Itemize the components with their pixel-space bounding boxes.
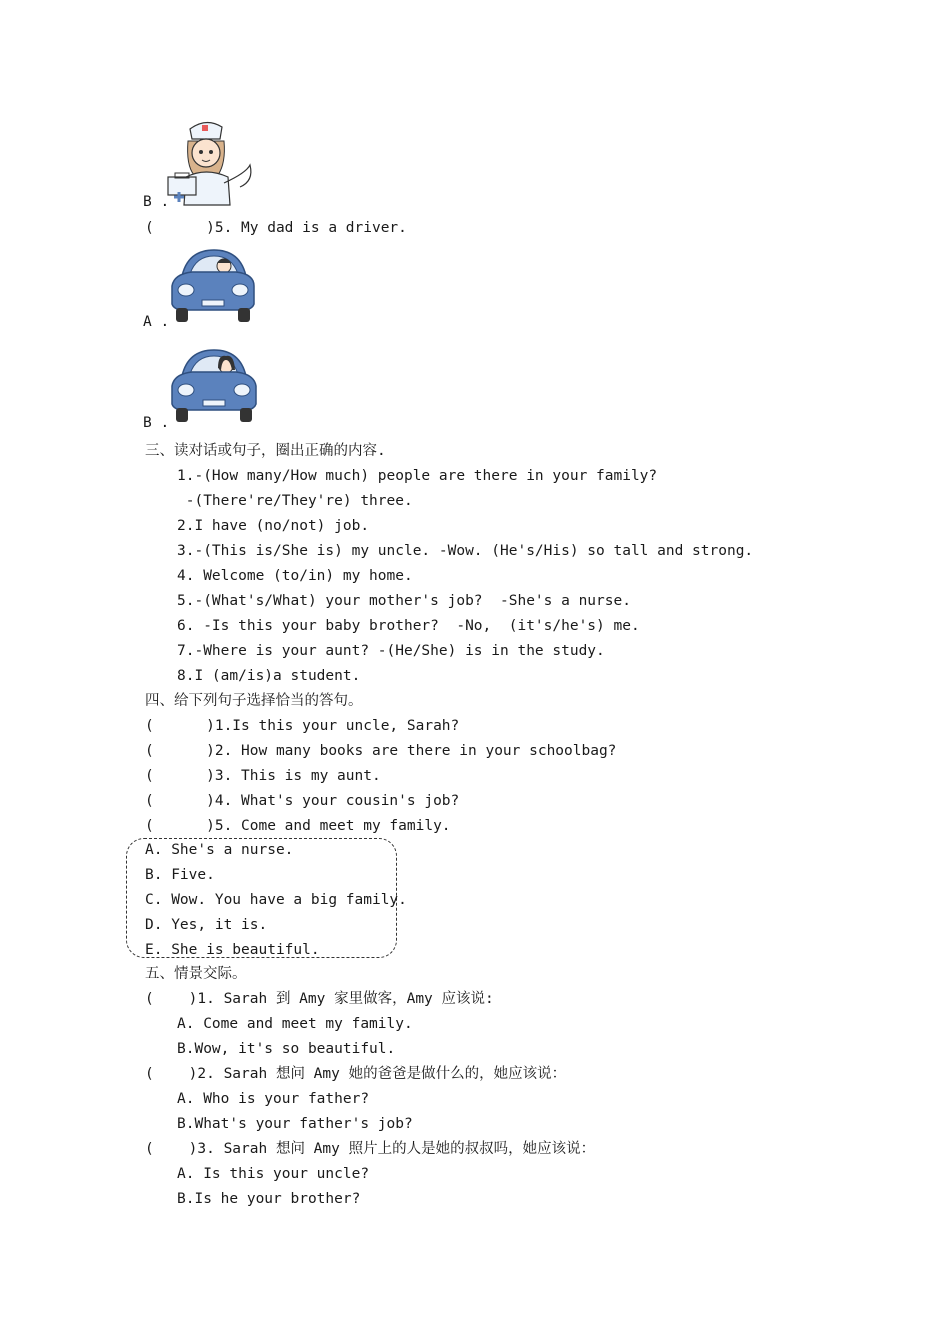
section-5-question: ( )3. Sarah 想问 Amy 照片上的人是她的叔叔吗，她应该说： (145, 1141, 596, 1157)
option-b-label: B . (143, 194, 170, 210)
section-5-title: 五、情景交际。 (145, 966, 247, 982)
section-5-question: ( )1. Sarah 到 Amy 家里做客，Amy 应该说: (145, 991, 494, 1007)
section-3-line: 3.-(This is/She is) my uncle. -Wow. (He's/His) so tall and strong. (177, 543, 754, 559)
answer-option: E. She is beautiful. (145, 942, 320, 958)
section-3-title: 三、读对话或句子，圈出正确的内容. (145, 443, 386, 459)
section-5-option-b: B.Is he your brother? (177, 1191, 361, 1207)
section-3-line: 2.I have (no/not) job. (177, 518, 370, 534)
section-3-line: 6. -Is this your baby brother? -No, (it's/he's) me. (177, 618, 640, 634)
section-3-line: 5.-(What's/What) your mother's job? -She's a nurse. (177, 593, 631, 609)
section-5-question: ( )2. Sarah 想问 Amy 她的爸爸是做什么的，她应该说： (145, 1066, 567, 1082)
section-3-line: 7.-Where is your aunt? -(He/She) is in the study. (177, 643, 605, 659)
section-5-option-a: A. Come and meet my family. (177, 1016, 413, 1032)
section-5-option-b: B.Wow, it's so beautiful. (177, 1041, 396, 1057)
section-4-question: ( )3. This is my aunt. (145, 768, 381, 784)
section-4-question: ( )1.Is this your uncle, Sarah? (145, 718, 460, 734)
section-3-line: 8.I (am/is)a student. (177, 668, 361, 684)
option-b-label: B . (143, 415, 170, 431)
answer-option: B. Five. (145, 867, 215, 883)
answer-option: C. Wow. You have a big family. (145, 892, 407, 908)
car-driver-man-picture (168, 246, 258, 326)
section-4-question: ( )5. Come and meet my family. (145, 818, 451, 834)
answer-option: D. Yes, it is. (145, 917, 268, 933)
section-3-line: -(There're/They're) three. (177, 493, 413, 509)
section-4-question: ( )4. What's your cousin's job? (145, 793, 460, 809)
section-5-option-b: B.What's your father's job? (177, 1116, 413, 1132)
answer-option: A. She's a nurse. (145, 842, 294, 858)
section-3-line: 1.-(How many/How much) people are there in your family? (177, 468, 658, 484)
nurse-picture (166, 115, 258, 207)
section-5-option-a: A. Who is your father? (177, 1091, 370, 1107)
section-4-title: 四、给下列句子选择恰当的答句。 (145, 693, 363, 709)
option-a-label: A . (143, 314, 170, 330)
question-5: ( )5. My dad is a driver. (145, 220, 407, 236)
section-4-question: ( )2. How many books are there in your schoolbag? (145, 743, 617, 759)
car-driver-woman-picture (168, 344, 260, 426)
section-5-option-a: A. Is this your uncle? (177, 1166, 370, 1182)
section-3-line: 4. Welcome (to/in) my home. (177, 568, 413, 584)
